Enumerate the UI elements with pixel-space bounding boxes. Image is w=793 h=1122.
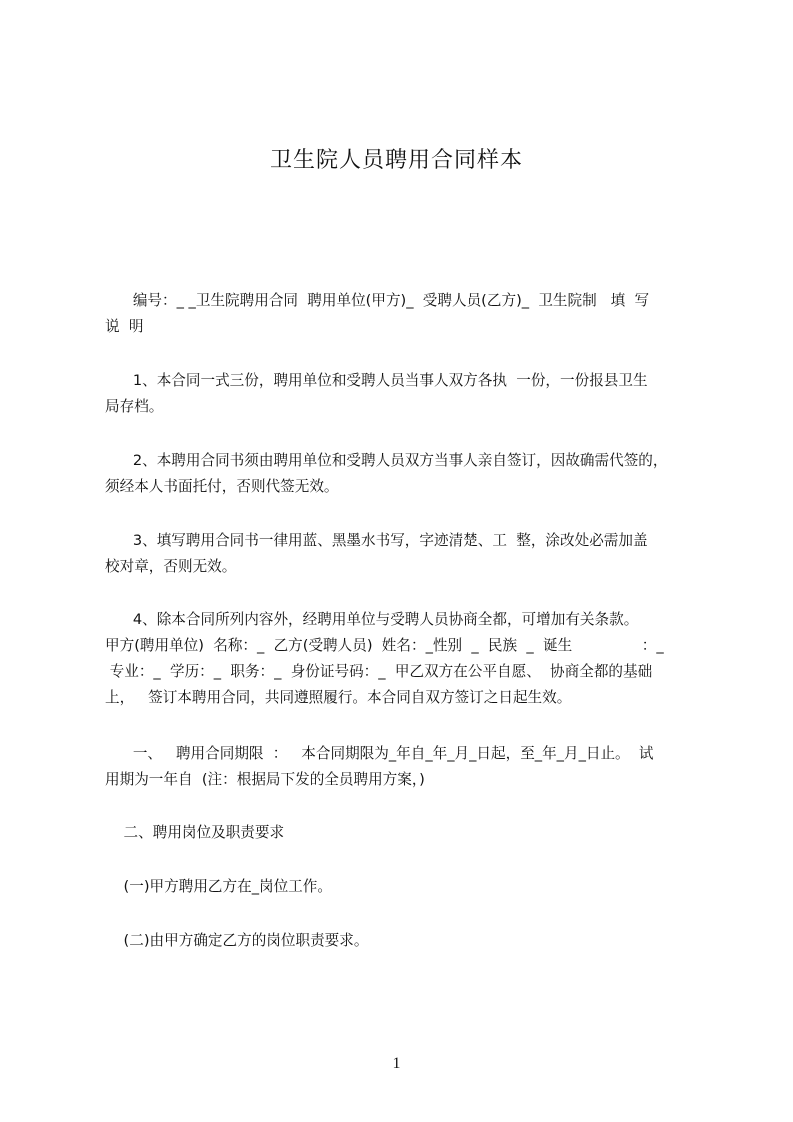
section-1-paragraph (105, 741, 705, 793)
paragraph-line: 二、聘用岗位及职责要求 (105, 824, 285, 841)
paragraph-line: 2、本聘用合同书须由聘用单位和受聘人员双方当事人亲自签订，因故确需代签的， (105, 452, 668, 469)
paragraph-line: 校对章，否则无效。 (105, 558, 237, 575)
paragraph-line: 4、除本合同所列内容外，经聘用单位与受聘人员协商全都，可增加有关条款。 (105, 611, 639, 628)
paragraph-line: 一、 聘用合同期限 ： 本合同期限为_年自_年_月_日起，至_年_月_日止。 试 (105, 745, 654, 762)
instruction-1-paragraph (105, 368, 705, 420)
paragraph-line: 甲方(聘用单位) 名称：_ 乙方(受聘人员) 姓名：_性别 _ 民族 _ 诞生 ：_ (105, 637, 664, 654)
paragraph-line: 须经本人书面托付，否则代签无效。 (105, 478, 339, 495)
document-title: 卫生院人员聘用合同样本 (269, 148, 523, 173)
paragraph-line: (一)甲方聘用乙方在_岗位工作。 (105, 878, 332, 895)
paragraph-line: 专业：_ 学历：_ 职务：_ 身份证号码：_ 甲乙双方在公平自愿、 协商全都的基础 (105, 663, 653, 680)
paragraph-line: 用期为一年自 (注：根据局下发的全员聘用方案，) (105, 771, 425, 788)
paragraph-line: (二)由甲方确定乙方的岗位职责要求。 (105, 932, 369, 949)
section-2-1-paragraph (105, 874, 705, 900)
page-number: 1 (392, 1055, 401, 1072)
instruction-2-paragraph (105, 448, 705, 500)
paragraph-line: 局存档。 (105, 398, 164, 415)
paragraph-line: 上， 签订本聘用合同，共同遵照履行。本合同自双方签订之日起生效。 (105, 689, 572, 706)
paragraph-line: 1、本合同一式三份，聘用单位和受聘人员当事人双方各执 一份，一份报县卫生 (105, 372, 648, 389)
instruction-4-paragraph (105, 607, 705, 711)
header-info-paragraph (105, 288, 705, 340)
paragraph-line: 3、填写聘用合同书一律用蓝、黑墨水书写，字迹清楚、工 整，涂改处必需加盖 (105, 532, 648, 549)
section-2-2-paragraph (105, 928, 705, 954)
paragraph-line: 说 明 (105, 318, 144, 335)
instruction-3-paragraph (105, 528, 705, 580)
paragraph-line: 编号：_ _卫生院聘用合同 聘用单位(甲方)_ 受聘人员(乙方)_ 卫生院制 填 写 (105, 292, 650, 309)
section-2-heading (105, 820, 705, 846)
